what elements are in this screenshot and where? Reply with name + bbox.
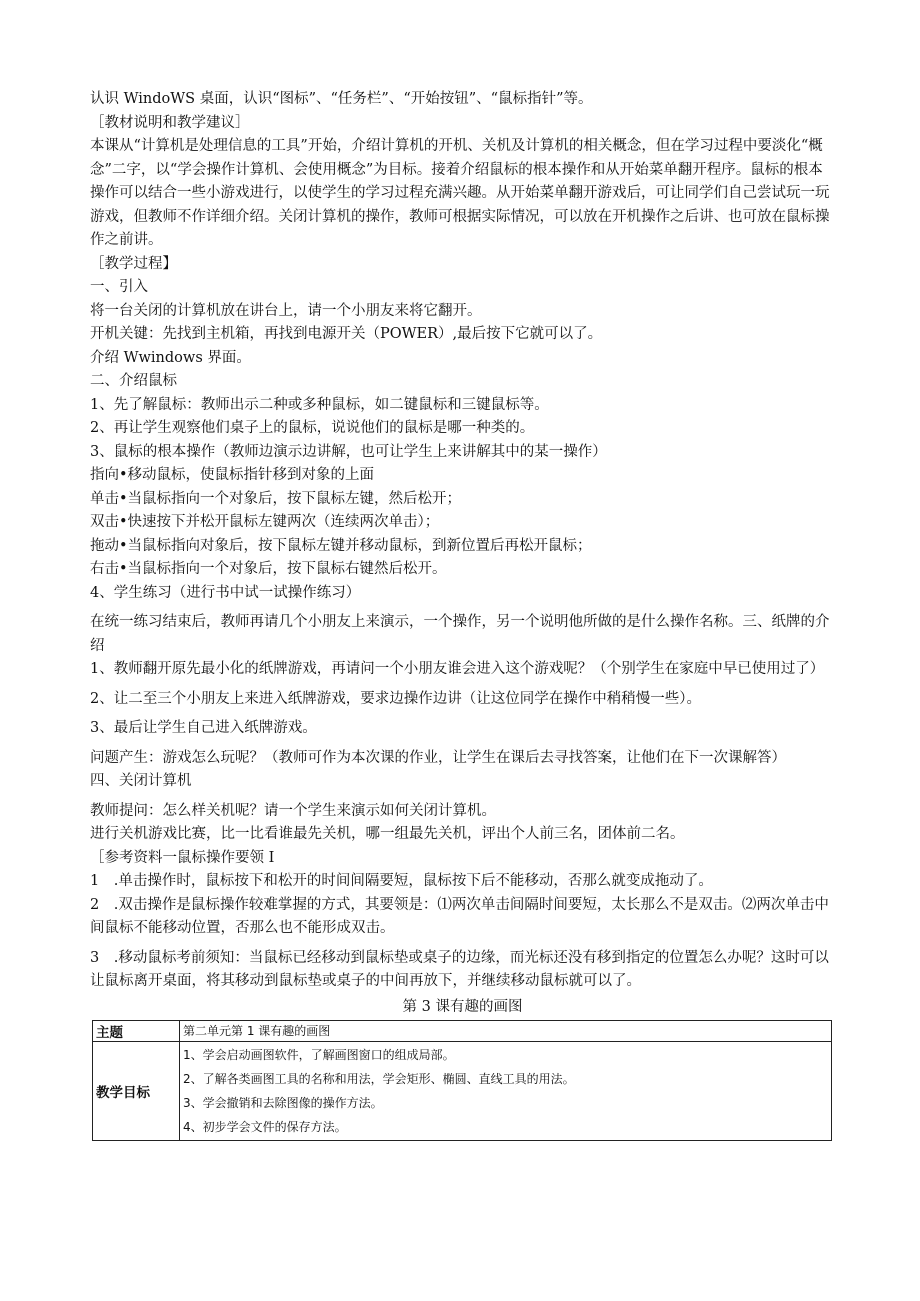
lesson-title: 第 3 课有趣的画图 — [402, 998, 523, 1015]
paragraph: 1、先了解鼠标：教师出示二种或多种鼠标，如二键鼠标和三键鼠标等。 — [90, 396, 549, 413]
paragraph: ［教学过程】 — [90, 255, 177, 272]
paragraph: 开机关键：先找到主机箱，再找到电源开关（POWER）,最后按下它就可以了。 — [90, 326, 603, 342]
paragraph: 3 .移动鼠标考前须知：当鼠标已经移动到鼠标垫或桌子的边缘，而光标还没有移到指定的位置怎么办呢？这时可以让鼠标离开桌面，将其移动到鼠标垫或桌子的中间再放下，并继续移动鼠标就可以了。 — [90, 949, 829, 989]
objectives-label: 教学目标 — [93, 1041, 180, 1140]
paragraph: 单击•当鼠标指向一个对象后，按下鼠标左键，然后松开； — [90, 490, 462, 507]
objective-item: 3、学会撤销和去除图像的操作方法。 — [183, 1095, 383, 1110]
paragraph: 双击•快速按下并松开鼠标左键两次（连续两次单击）； — [90, 514, 440, 530]
lesson-info-table — [92, 1020, 832, 1141]
topic-value: 第二单元第 1 课有趣的画图 — [180, 1020, 832, 1041]
paragraph: 本课从“计算机是处理信息的工具”开始，介绍计算机的开机、关机及计算机的相关概念，但在学习过程中要淡化“概念”二字，以“学会操作计算机、会使用概念”为目标。接着介绍鼠标的根本操作和从开始菜单翻开程序。鼠标的根本操作可以结合一些小游戏进行，以使学生的学习过程充满兴趣。从开始菜单翻开游戏后，可让同学们自己尝试玩一玩游戏，但教师不作详细介绍。关闭计算机的操作，教师可根据实际情况，可以放在开机操作之后讲、也可放在鼠标操作之前讲。 — [90, 138, 830, 248]
paragraph: 二、介绍鼠标 — [90, 373, 177, 389]
paragraph: 拖动•当鼠标指向对象后，按下鼠标左键并移动鼠标，到新位置后再松开鼠标； — [90, 537, 592, 554]
objectives-row — [93, 1041, 832, 1140]
paragraph: 2 .双击操作是鼠标操作较难掌握的方式，其要领是：⑴两次单击间隔时间要短，太长那么不是双击。⑵两次单击中间鼠标不能移动位置，否那么也不能形成双击。 — [90, 896, 829, 936]
topic-label: 主题 — [93, 1020, 180, 1041]
paragraph: 将一台关闭的计算机放在讲台上，请一个小朋友来将它翻开。 — [90, 302, 482, 319]
paragraph: 3、最后让学生自己进入纸牌游戏。 — [90, 720, 317, 736]
paragraph: 1、教师翻开原先最小化的纸牌游戏，再请问一个小朋友谁会进入这个游戏呢？（个别学生在家庭中早已使用过了） — [90, 661, 825, 677]
paragraph: 进行关机游戏比赛，比一比看谁最先关机，哪一组最先关机，评出个人前三名，团体前二名。 — [90, 826, 685, 842]
objective-item: 2、了解各类画图工具的名称和用法，学会矩形、椭圆、直线工具的用法。 — [183, 1071, 575, 1086]
paragraph: 2、再让学生观察他们桌子上的鼠标，说说他们的鼠标是哪一种类的。 — [90, 420, 535, 436]
objectives-cell — [180, 1041, 832, 1140]
paragraph: 在统一练习结束后，教师再请几个小朋友上来演示，一个操作，另一个说明他所做的是什么操作名称。三、纸牌的介绍 — [90, 614, 830, 654]
paragraph: 认识 WindoWS 桌面，认识“图标”、“任务栏”、“开始按钮”、“鼠标指针”等。 — [90, 91, 593, 107]
objective-item: 1、学会启动画图软件，了解画图窗口的组成局部。 — [183, 1047, 455, 1062]
paragraph: ［教材说明和教学建议］ — [90, 114, 250, 131]
paragraph: 4、学生练习（进行书中试一试操作练习） — [90, 584, 361, 601]
paragraph: 问题产生：游戏怎么玩呢？（教师可作为本次课的作业，让学生在课后去寻找答案，让他们在下一次课解答） — [90, 749, 786, 766]
paragraph: 指向•移动鼠标，使鼠标指针移到对象的上面 — [90, 467, 375, 483]
paragraph: ［参考资料一鼠标操作要领 I — [90, 849, 275, 866]
paragraph: 介绍 Wwindows 界面。 — [90, 349, 251, 366]
body-text — [90, 88, 835, 994]
paragraph: 一、引入 — [90, 279, 148, 295]
paragraph: 右击•当鼠标指向一个对象后，按下鼠标右键然后松开。 — [90, 561, 447, 577]
paragraph: 1 .单击操作时，鼠标按下和松开的时间间隔要短，鼠标按下后不能移动，否那么就变成拖动了。 — [90, 873, 713, 889]
paragraph: 3、鼠标的根本操作（教师边演示边讲解，也可让学生上来讲解其中的某一操作） — [90, 443, 607, 460]
paragraph: 2、让二至三个小朋友上来进入纸牌游戏，要求边操作边讲（让这位同学在操作中稍稍慢一些）。 — [90, 690, 701, 707]
paragraph: 教师提问：怎么样关机呢？请一个学生来演示如何关闭计算机。 — [90, 802, 496, 819]
paragraph: 四、关闭计算机 — [90, 773, 192, 789]
objective-item: 4、初步学会文件的保存方法。 — [183, 1119, 347, 1134]
topic-row — [93, 1020, 832, 1041]
document-page — [90, 88, 835, 1141]
